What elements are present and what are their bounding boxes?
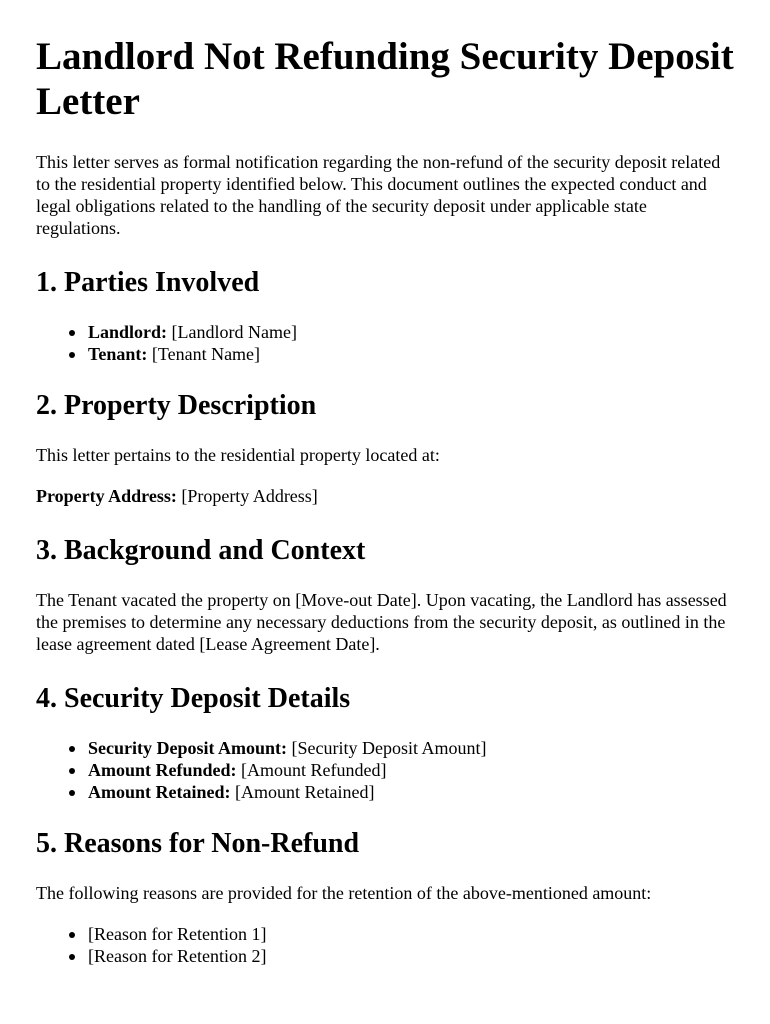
parties-list	[36, 321, 734, 365]
tenant-value: [Tenant Name]	[147, 344, 261, 364]
list-item-landlord	[88, 321, 734, 343]
reasons-paragraph: The following reasons are provided for the retention of the above-mentioned amount:	[36, 883, 652, 903]
property-address-value: [Property Address]	[176, 486, 318, 506]
reasons-list	[36, 923, 734, 967]
document-title: Landlord Not Refunding Security Deposit Letter	[36, 35, 734, 123]
landlord-label: Landlord:	[88, 322, 168, 342]
property-paragraph: This letter pertains to the residential property located at:	[36, 445, 440, 465]
deposit-details-list	[36, 737, 734, 803]
property-address-line	[36, 485, 734, 507]
section-heading-parties: 1. Parties Involved	[36, 267, 260, 298]
list-item-amount-refunded	[88, 759, 734, 781]
property-address-label: Property Address:	[36, 486, 177, 506]
intro-paragraph: This letter serves as formal notification regarding the non-refund of the security deposit related to the residential property identified below. This document outlines the expected conduct and legal obligations related to the handling of the security deposit under applicable state regulations.	[36, 152, 721, 238]
tenant-label: Tenant:	[88, 344, 148, 364]
landlord-value: [Landlord Name]	[167, 322, 297, 342]
deposit-amount-label: Security Deposit Amount:	[88, 738, 287, 758]
list-item-amount-retained	[88, 781, 734, 803]
list-item-reason-1: [Reason for Retention 1]	[88, 923, 734, 945]
section-heading-deposit: 4. Security Deposit Details	[36, 683, 351, 714]
background-paragraph: The Tenant vacated the property on [Move-out Date]. Upon vacating, the Landlord has assessed the premises to determine any necessary deductions from the security deposit, as outlined in the lease agreement dated [Lease Agreement Date].	[36, 590, 727, 654]
section-heading-property: 2. Property Description	[36, 390, 317, 421]
list-item-tenant	[88, 343, 734, 365]
deposit-amount-value: [Security Deposit Amount]	[287, 738, 487, 758]
section-heading-reasons: 5. Reasons for Non-Refund	[36, 828, 360, 859]
amount-refunded-label: Amount Refunded:	[88, 760, 237, 780]
amount-retained-label: Amount Retained:	[88, 782, 231, 802]
list-item-deposit-amount	[88, 737, 734, 759]
amount-refunded-value: [Amount Refunded]	[236, 760, 387, 780]
list-item-reason-2: [Reason for Retention 2]	[88, 945, 734, 967]
amount-retained-value: [Amount Retained]	[230, 782, 375, 802]
section-heading-background: 3. Background and Context	[36, 535, 366, 566]
